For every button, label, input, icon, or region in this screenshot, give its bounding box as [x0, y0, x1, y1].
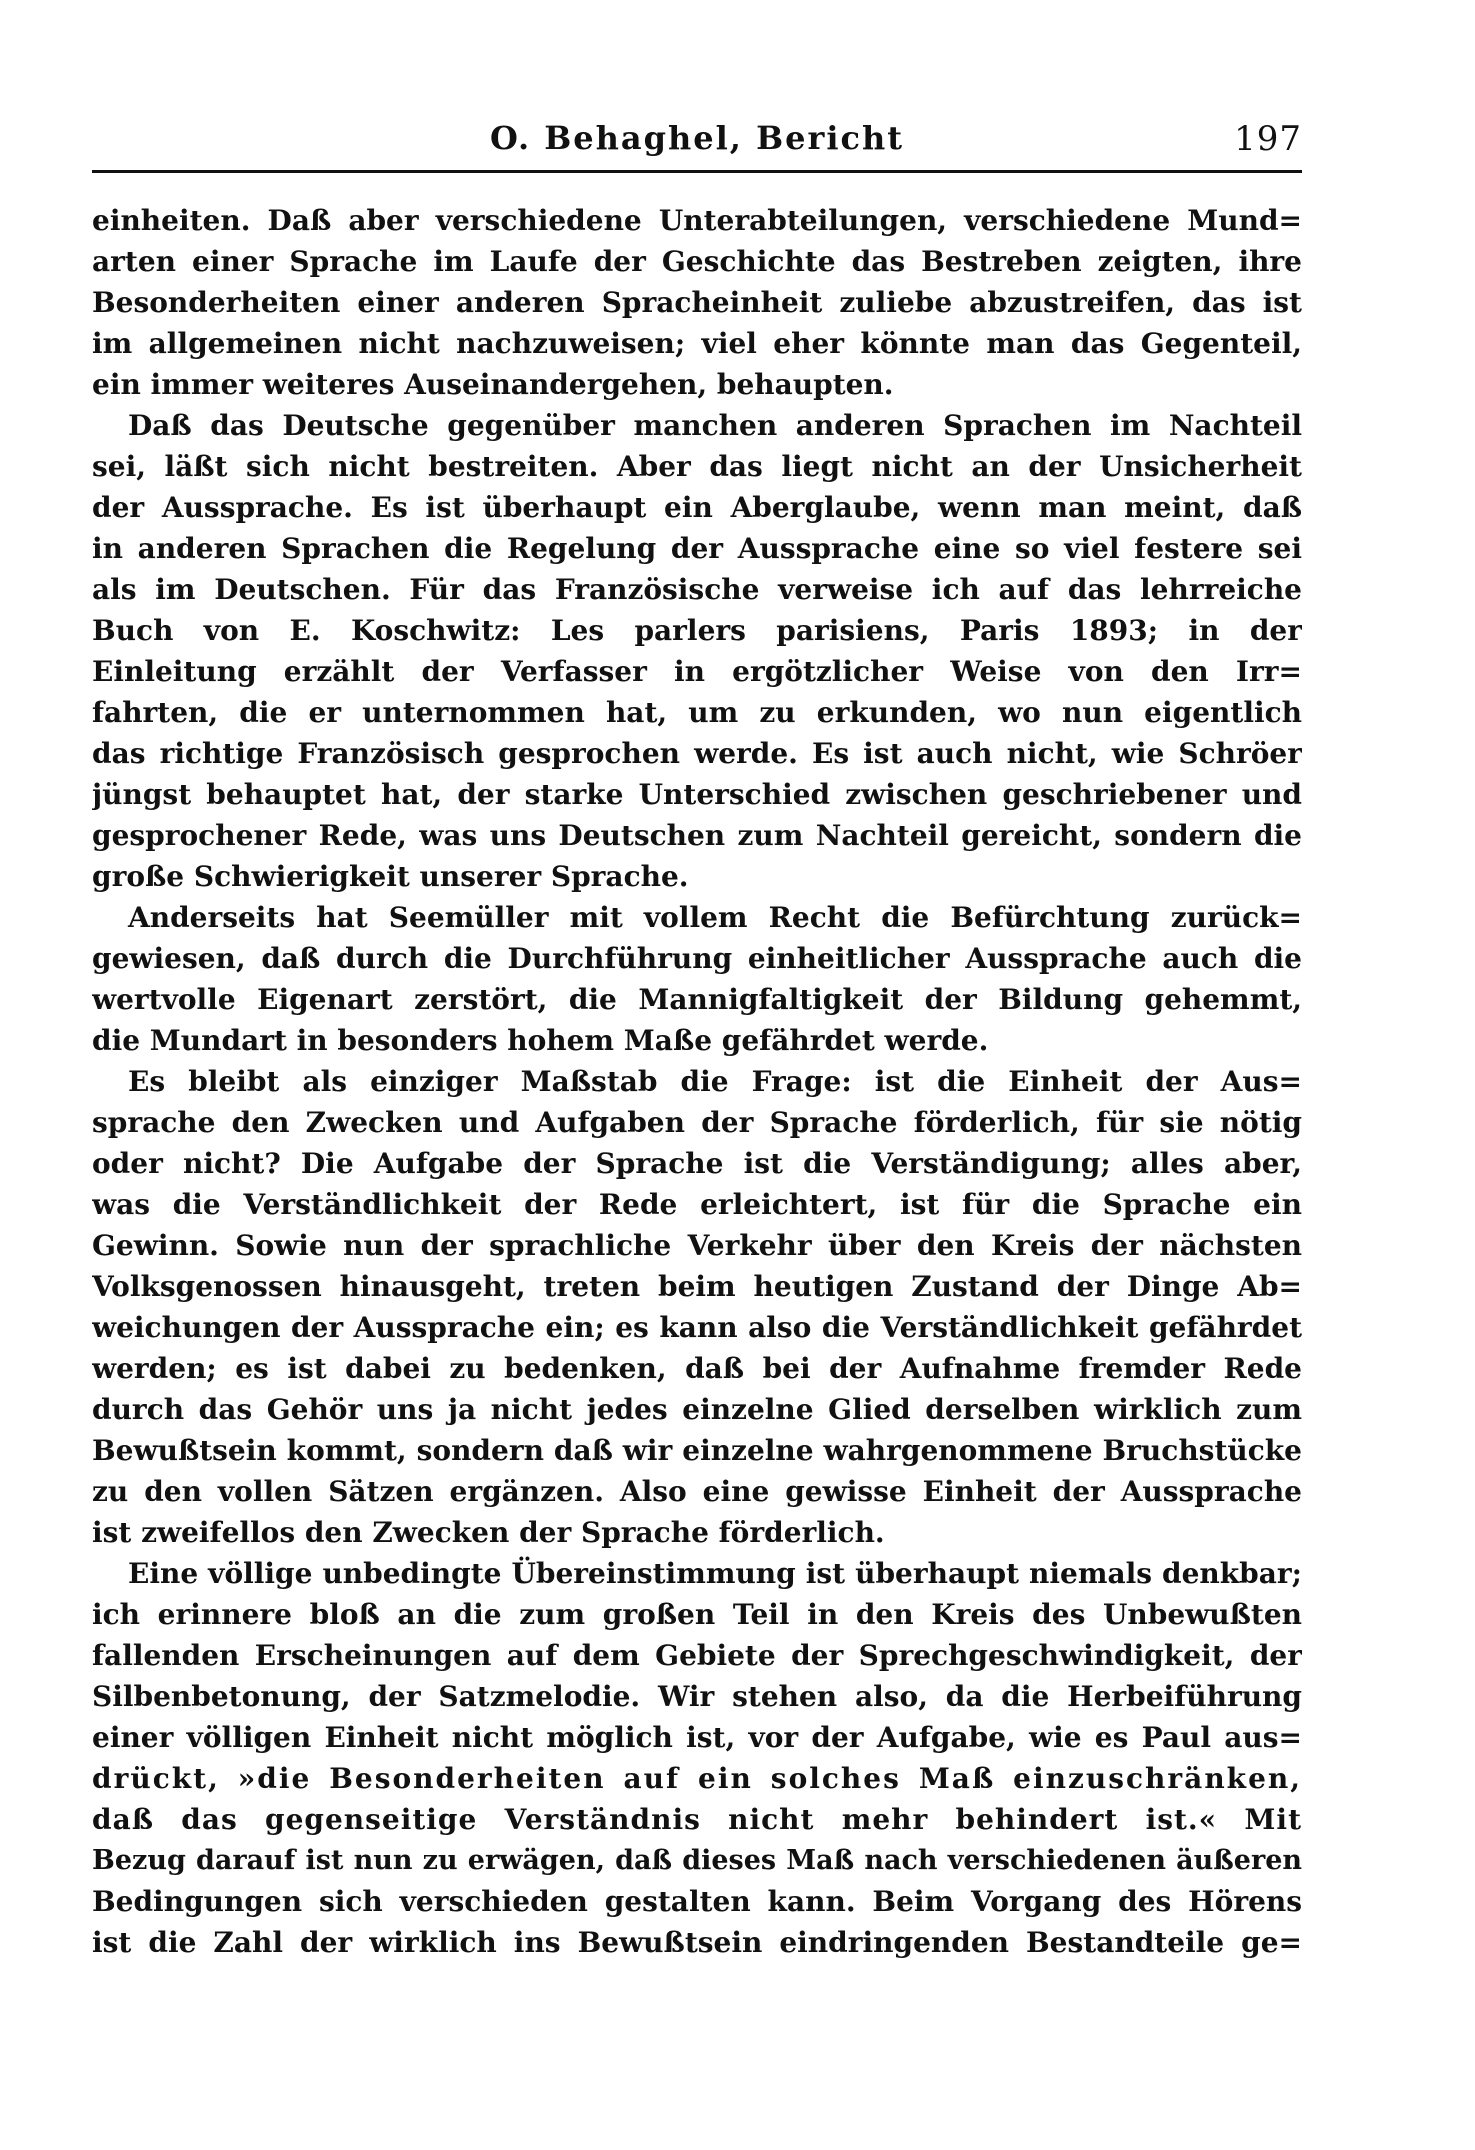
text-line: in anderen Sprachen die Regelung der Aussprache eine so viel festere sei — [92, 532, 1302, 565]
text-line: Bezug darauf ist nun zu erwägen, daß dieses Maß nach verschiedenen äußeren — [92, 1845, 1302, 1876]
text-line: weichungen der Aussprache ein; es kann also die Verständlichkeit gefährdet — [92, 1311, 1302, 1344]
text-line: Bedingungen sich verschieden gestalten kann. Beim Vorgang des Hörens — [92, 1885, 1302, 1918]
text-line: Einleitung erzählt der Verfasser in ergötzlicher Weise von den Irr= — [92, 655, 1302, 688]
text-line: große Schwierigkeit unserer Sprache. — [92, 860, 689, 893]
text-line: gewiesen, daß durch die Durchführung einheitlicher Aussprache auch die — [92, 942, 1302, 975]
text-line: die Mundart in besonders hohem Maße gefährdet werde. — [92, 1024, 989, 1057]
text-line: Besonderheiten einer anderen Spracheinheit zuliebe abzustreifen, das ist — [92, 286, 1302, 319]
text-line: fahrten, die er unternommen hat, um zu erkunden, wo nun eigentlich — [92, 696, 1302, 729]
text-line: Gewinn. Sowie nun der sprachliche Verkehr über den Kreis der nächsten — [92, 1229, 1302, 1262]
text-line: jüngst behauptet hat, der starke Unterschied zwischen geschriebener und — [92, 778, 1302, 811]
text-line: zu den vollen Sätzen ergänzen. Also eine gewisse Einheit der Aussprache — [92, 1475, 1302, 1508]
text-line: einer völligen Einheit nicht möglich ist, vor der Aufgabe, wie es Paul aus= — [92, 1721, 1302, 1754]
text-line: ein immer weiteres Auseinandergehen, behaupten. — [92, 368, 894, 401]
text-line: Anderseits hat Seemüller mit vollem Recht die Befürchtung zurück= — [128, 901, 1302, 934]
header-rule — [92, 170, 1302, 173]
text-line: sprache den Zwecken und Aufgaben der Sprache förderlich, für sie nötig — [92, 1106, 1302, 1139]
text-line: sei, läßt sich nicht bestreiten. Aber das liegt nicht an der Unsicherheit — [92, 450, 1302, 483]
text-line: Daß das Deutsche gegenüber manchen anderen Sprachen im Nachteil — [128, 409, 1302, 442]
text-line: ist zweifellos den Zwecken der Sprache förderlich. — [92, 1516, 885, 1549]
text-line: werden; es ist dabei zu bedenken, daß bei der Aufnahme fremder Rede — [92, 1352, 1302, 1385]
text-line: Es bleibt als einziger Maßstab die Frage: ist die Einheit der Aus= — [128, 1065, 1302, 1098]
text-line: drückt, »die Besonderheiten auf ein solches Maß einzuschränken, — [92, 1762, 1302, 1795]
text-line: Silbenbetonung, der Satzmelodie. Wir stehen also, da die Herbeiführung — [92, 1680, 1302, 1713]
text-line: ich erinnere bloß an die zum großen Teil in den Kreis des Unbewußten — [92, 1598, 1302, 1631]
text-line: der Aussprache. Es ist überhaupt ein Aberglaube, wenn man meint, daß — [92, 491, 1302, 524]
text-line: daß das gegenseitige Verständnis nicht mehr behindert ist.« Mit — [92, 1803, 1302, 1836]
text-line: einheiten. Daß aber verschiedene Unterabteilungen, verschiedene Mund= — [92, 204, 1302, 237]
text-line: das richtige Französisch gesprochen werde. Es ist auch nicht, wie Schröer — [92, 737, 1302, 770]
text-line: als im Deutschen. Für das Französische verweise ich auf das lehrreiche — [92, 573, 1302, 606]
text-line: arten einer Sprache im Laufe der Geschichte das Bestreben zeigten, ihre — [92, 245, 1302, 278]
body-text — [92, 200, 1302, 1963]
page-header — [92, 115, 1302, 167]
text-line: wertvolle Eigenart zerstört, die Mannigfaltigkeit der Bildung gehemmt, — [92, 983, 1302, 1016]
text-line: Buch von E. Koschwitz: Les parlers parisiens, Paris 1893; in der — [92, 614, 1302, 647]
text-line: ist die Zahl der wirklich ins Bewußtsein eindringenden Bestandteile ge= — [92, 1926, 1302, 1959]
text-line: durch das Gehör uns ja nicht jedes einzelne Glied derselben wirklich zum — [92, 1393, 1302, 1426]
text-line: Bewußtsein kommt, sondern daß wir einzelne wahrgenommene Bruchstücke — [92, 1434, 1302, 1467]
text-line: Eine völlige unbedingte Übereinstimmung ist überhaupt niemals denkbar; — [128, 1557, 1302, 1590]
text-line: im allgemeinen nicht nachzuweisen; viel eher könnte man das Gegenteil, — [92, 327, 1302, 360]
page-number: 197 — [1234, 119, 1302, 159]
text-line: gesprochener Rede, was uns Deutschen zum Nachteil gereicht, sondern die — [92, 819, 1302, 852]
running-head: O. Behaghel, Bericht — [489, 119, 905, 157]
text-line: fallenden Erscheinungen auf dem Gebiete der Sprechgeschwindigkeit, der — [92, 1639, 1302, 1672]
text-line: Volksgenossen hinausgeht, treten beim heutigen Zustand der Dinge Ab= — [92, 1270, 1302, 1303]
text-line: oder nicht? Die Aufgabe der Sprache ist die Verständigung; alles aber, — [92, 1147, 1302, 1180]
text-line: was die Verständlichkeit der Rede erleichtert, ist für die Sprache ein — [92, 1188, 1302, 1221]
